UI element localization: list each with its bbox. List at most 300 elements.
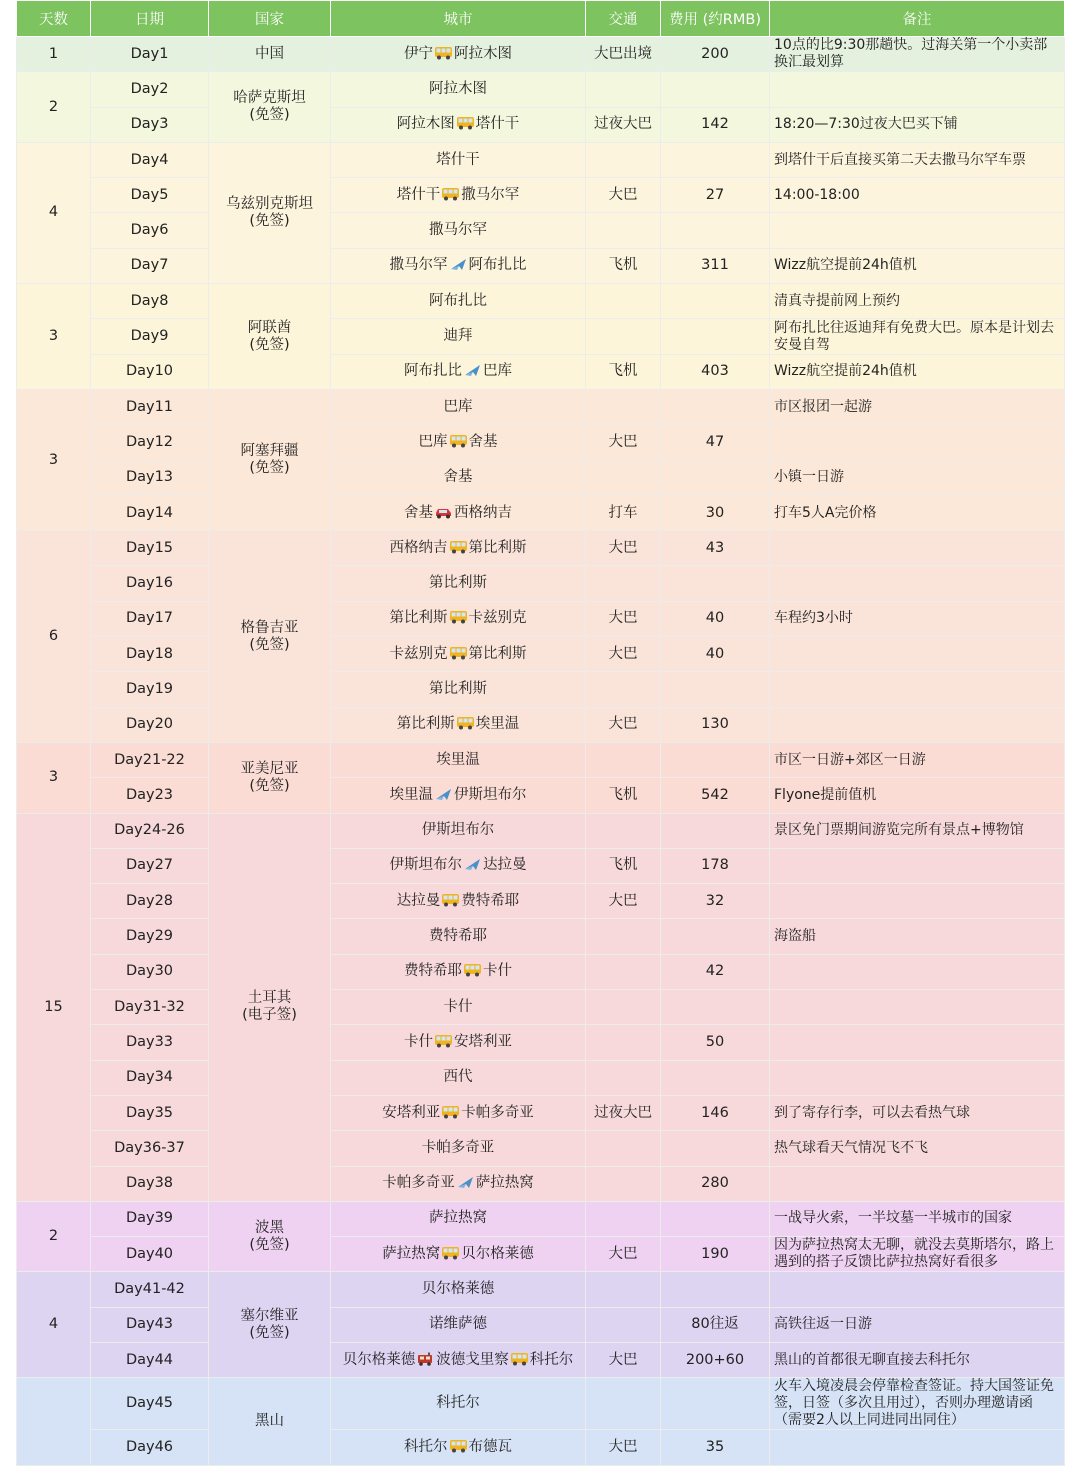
- days-cell[interactable]: 1: [17, 37, 91, 72]
- date-cell[interactable]: Day6: [91, 213, 209, 248]
- table-row: [17, 319, 1065, 354]
- city-name: 塔什干: [396, 186, 441, 203]
- transport-cell[interactable]: [586, 742, 661, 777]
- transport-cell[interactable]: 大巴: [586, 601, 661, 636]
- plane-icon: [455, 1175, 476, 1191]
- city-cell[interactable]: [331, 566, 586, 601]
- country-cell[interactable]: [209, 531, 331, 743]
- transport-cell[interactable]: [586, 72, 661, 107]
- city-cell[interactable]: [331, 1201, 586, 1236]
- transport-cell[interactable]: [586, 919, 661, 954]
- days-cell[interactable]: [17, 1378, 91, 1465]
- city-cell[interactable]: [331, 389, 586, 424]
- country-cell[interactable]: [209, 1378, 331, 1465]
- city-name: 阿拉木图: [429, 80, 487, 97]
- note-cell[interactable]: Wizz航空提前24h值机: [770, 354, 1065, 389]
- note-cell[interactable]: 因为萨拉热窝太无聊，就没去莫斯塔尔，路上遇到的搭子反馈比萨拉热窝好看很多: [770, 1237, 1065, 1272]
- date-cell[interactable]: Day8: [91, 284, 209, 319]
- transport-cell[interactable]: [586, 142, 661, 177]
- city-name: 安塔利亚: [454, 1033, 512, 1050]
- note-cell[interactable]: [770, 848, 1065, 883]
- cost-cell[interactable]: 27: [661, 178, 770, 213]
- bus-icon: [448, 646, 469, 662]
- table-row: [17, 1025, 1065, 1060]
- bus-icon: [448, 610, 469, 626]
- city-name: 塔什干: [436, 151, 480, 168]
- header-country[interactable]: 国家: [209, 1, 331, 37]
- header-city[interactable]: 城市: [331, 1, 586, 37]
- note-cell[interactable]: [770, 425, 1065, 460]
- city-cell[interactable]: [331, 178, 586, 213]
- bus-icon: [456, 716, 475, 730]
- days-cell[interactable]: 2: [17, 1201, 91, 1272]
- cost-cell[interactable]: [661, 1131, 770, 1166]
- date-cell[interactable]: Day2: [91, 72, 209, 107]
- date-cell[interactable]: Day31-32: [91, 990, 209, 1025]
- days-cell[interactable]: 3: [17, 742, 91, 813]
- table-row: [17, 389, 1065, 424]
- transport-cell[interactable]: [586, 319, 661, 354]
- city-name: 西代: [443, 1069, 473, 1086]
- transport-cell[interactable]: [586, 1307, 661, 1342]
- header-days[interactable]: 天数: [17, 1, 91, 37]
- city-name: 阿布扎比: [404, 363, 462, 380]
- city-cell[interactable]: [331, 1060, 586, 1095]
- city-cell[interactable]: [331, 1025, 586, 1060]
- transport-cell[interactable]: [586, 672, 661, 707]
- note-cell[interactable]: [770, 566, 1065, 601]
- note-cell[interactable]: 到塔什干后直接买第二天去撒马尔罕车票: [770, 142, 1065, 177]
- days-cell[interactable]: 3: [17, 284, 91, 390]
- cost-cell[interactable]: 142: [661, 107, 770, 142]
- transport-cell[interactable]: [586, 990, 661, 1025]
- country-cell[interactable]: [209, 742, 331, 813]
- date-cell[interactable]: Day5: [91, 178, 209, 213]
- transport-cell[interactable]: 过夜大巴: [586, 107, 661, 142]
- date-cell[interactable]: Day46: [91, 1430, 209, 1465]
- bus-icon: [509, 1352, 530, 1368]
- note-cell[interactable]: 10点的比9:30那趟快。过海关第一个小卖部换汇最划算: [770, 37, 1065, 72]
- note-cell[interactable]: [770, 990, 1065, 1025]
- city-cell[interactable]: [331, 884, 586, 919]
- car-icon: [434, 505, 453, 519]
- transport-cell[interactable]: [586, 389, 661, 424]
- date-cell[interactable]: Day35: [91, 1095, 209, 1130]
- bus-icon: [434, 46, 453, 60]
- city-cell[interactable]: [331, 425, 586, 460]
- cost-cell[interactable]: 35: [661, 1430, 770, 1465]
- city-cell[interactable]: [331, 707, 586, 742]
- city-name: 科托尔: [529, 1351, 574, 1368]
- city-cell[interactable]: [331, 1307, 586, 1342]
- cost-cell[interactable]: [661, 813, 770, 848]
- date-cell[interactable]: Day45: [91, 1378, 209, 1430]
- city-cell[interactable]: [331, 954, 586, 989]
- transport-cell[interactable]: 大巴: [586, 707, 661, 742]
- date-cell[interactable]: Day40: [91, 1237, 209, 1272]
- city-cell[interactable]: [331, 354, 586, 389]
- city-cell[interactable]: [331, 495, 586, 530]
- note-cell[interactable]: 打车5人A完价格: [770, 495, 1065, 530]
- city-cell[interactable]: [331, 284, 586, 319]
- city-cell[interactable]: [331, 1131, 586, 1166]
- date-cell[interactable]: Day38: [91, 1166, 209, 1201]
- plane-icon: [462, 363, 483, 379]
- date-cell[interactable]: Day36-37: [91, 1131, 209, 1166]
- note-cell[interactable]: 市区报团一起游: [770, 389, 1065, 424]
- city-name: 伊斯坦布尔: [389, 857, 462, 874]
- cost-cell[interactable]: 178: [661, 848, 770, 883]
- country-name: 波黑: [255, 1219, 284, 1236]
- visa-note: (免签): [249, 460, 290, 477]
- city-cell[interactable]: [331, 601, 586, 636]
- date-cell[interactable]: Day41-42: [91, 1272, 209, 1307]
- date-cell[interactable]: Day34: [91, 1060, 209, 1095]
- city-cell[interactable]: [331, 1272, 586, 1307]
- city-name: 达拉曼: [483, 857, 527, 874]
- city-cell[interactable]: [331, 72, 586, 107]
- transport-cell[interactable]: [586, 566, 661, 601]
- table-row: [17, 354, 1065, 389]
- date-cell[interactable]: Day3: [91, 107, 209, 142]
- note-cell[interactable]: [770, 1025, 1065, 1060]
- days-cell[interactable]: 4: [17, 142, 91, 283]
- cost-cell[interactable]: 403: [661, 354, 770, 389]
- city-cell[interactable]: [331, 213, 586, 248]
- note-cell[interactable]: [770, 1430, 1065, 1465]
- header-note[interactable]: 备注: [770, 1, 1065, 37]
- cost-cell[interactable]: [661, 460, 770, 495]
- cost-cell[interactable]: [661, 742, 770, 777]
- visa-note: (免签): [249, 636, 290, 653]
- date-cell[interactable]: Day16: [91, 566, 209, 601]
- cost-cell[interactable]: 311: [661, 248, 770, 283]
- header-row: [17, 1, 1065, 37]
- city-name: 撒马尔罕: [389, 257, 448, 274]
- cost-cell[interactable]: [661, 990, 770, 1025]
- date-cell[interactable]: Day23: [91, 778, 209, 813]
- date-cell[interactable]: Day27: [91, 848, 209, 883]
- itinerary-sheet: [16, 0, 1064, 1455]
- country-cell[interactable]: [209, 37, 331, 72]
- country-cell[interactable]: [209, 813, 331, 1201]
- transport-cell[interactable]: 飞机: [586, 778, 661, 813]
- date-cell[interactable]: Day39: [91, 1201, 209, 1236]
- cost-cell[interactable]: [661, 142, 770, 177]
- date-cell[interactable]: Day33: [91, 1025, 209, 1060]
- bus-icon: [441, 1105, 460, 1119]
- cost-cell[interactable]: 146: [661, 1095, 770, 1130]
- airplane-icon: [449, 257, 468, 271]
- note-cell[interactable]: [770, 1166, 1065, 1201]
- cost-cell[interactable]: [661, 1060, 770, 1095]
- cost-cell[interactable]: 30: [661, 495, 770, 530]
- cost-cell[interactable]: 47: [661, 425, 770, 460]
- date-cell[interactable]: Day28: [91, 884, 209, 919]
- note-cell[interactable]: [770, 1060, 1065, 1095]
- note-cell[interactable]: [770, 72, 1065, 107]
- city-cell[interactable]: [331, 460, 586, 495]
- date-cell[interactable]: Day10: [91, 354, 209, 389]
- date-cell[interactable]: Day12: [91, 425, 209, 460]
- transport-cell[interactable]: [586, 213, 661, 248]
- car-icon: [433, 505, 454, 521]
- cost-cell[interactable]: [661, 566, 770, 601]
- note-cell[interactable]: 黑山的首都很无聊直接去科托尔: [770, 1342, 1065, 1377]
- transport-cell[interactable]: [586, 813, 661, 848]
- bus-icon: [448, 1439, 469, 1455]
- date-cell[interactable]: Day14: [91, 495, 209, 530]
- table-row: [17, 1237, 1065, 1272]
- table-row: [17, 884, 1065, 919]
- table-row: [17, 813, 1065, 848]
- cost-cell[interactable]: 80往返: [661, 1307, 770, 1342]
- transport-cell[interactable]: 飞机: [586, 248, 661, 283]
- itinerary-table: [16, 0, 1065, 1466]
- city-name: 伊斯坦布尔: [454, 786, 527, 803]
- city-name: 阿布扎比: [468, 257, 527, 274]
- note-cell[interactable]: 景区免门票期间游览完所有景点+博物馆: [770, 813, 1065, 848]
- cost-cell[interactable]: 40: [661, 637, 770, 672]
- note-cell[interactable]: 市区一日游+郊区一日游: [770, 742, 1065, 777]
- note-cell[interactable]: [770, 531, 1065, 566]
- transport-cell[interactable]: [586, 1272, 661, 1307]
- note-cell[interactable]: 阿布扎比往返迪拜有免费大巴。原本是计划去安曼自驾: [770, 319, 1065, 354]
- table-row: [17, 637, 1065, 672]
- city-name: 第比利斯: [389, 610, 448, 627]
- cost-cell[interactable]: [661, 319, 770, 354]
- transport-cell[interactable]: 大巴: [586, 1237, 661, 1272]
- bus-icon: [510, 1352, 529, 1366]
- note-cell[interactable]: 小镇一日游: [770, 460, 1065, 495]
- date-cell[interactable]: Day1: [91, 37, 209, 72]
- country-name: 亚美尼亚: [240, 760, 299, 777]
- bus-icon: [440, 893, 461, 909]
- transport-cell[interactable]: 打车: [586, 495, 661, 530]
- header-cost[interactable]: 费用 (约RMB): [661, 1, 770, 37]
- visa-note: (电子签): [242, 1007, 297, 1024]
- header-transport[interactable]: 交通: [586, 1, 661, 37]
- cost-cell[interactable]: [661, 72, 770, 107]
- transport-cell[interactable]: 大巴: [586, 884, 661, 919]
- cost-cell[interactable]: 50: [661, 1025, 770, 1060]
- cost-cell[interactable]: 32: [661, 884, 770, 919]
- date-cell[interactable]: Day11: [91, 389, 209, 424]
- transport-cell[interactable]: [586, 1025, 661, 1060]
- transport-cell[interactable]: 大巴: [586, 178, 661, 213]
- city-cell[interactable]: [331, 142, 586, 177]
- date-cell[interactable]: Day9: [91, 319, 209, 354]
- note-cell[interactable]: 到了寄存行李，可以去看热气球: [770, 1095, 1065, 1130]
- date-cell[interactable]: Day19: [91, 672, 209, 707]
- date-cell[interactable]: Day29: [91, 919, 209, 954]
- cost-cell[interactable]: [661, 1378, 770, 1430]
- city-name: 卡兹别克: [468, 610, 527, 627]
- transport-cell[interactable]: [586, 1201, 661, 1236]
- transport-cell[interactable]: [586, 1131, 661, 1166]
- note-cell[interactable]: 清真寺提前网上预约: [770, 284, 1065, 319]
- note-cell[interactable]: 火车入境凌晨会停靠检查签证。持大国签证免签，日签（多次且用过），否则办理邀请函（需要2人以上同进同出同住）: [770, 1378, 1065, 1430]
- table-row: [17, 954, 1065, 989]
- cost-cell[interactable]: 130: [661, 707, 770, 742]
- cost-cell[interactable]: [661, 1201, 770, 1236]
- city-cell[interactable]: [331, 1237, 586, 1272]
- country-cell[interactable]: [209, 72, 331, 143]
- days-cell[interactable]: 15: [17, 813, 91, 1201]
- date-cell[interactable]: Day4: [91, 142, 209, 177]
- city-name: 塔什干: [475, 116, 520, 133]
- note-cell[interactable]: [770, 672, 1065, 707]
- city-cell[interactable]: [331, 37, 586, 72]
- cost-cell[interactable]: 40: [661, 601, 770, 636]
- cost-cell[interactable]: 200: [661, 37, 770, 72]
- transport-cell[interactable]: [586, 284, 661, 319]
- bus-icon: [449, 540, 468, 554]
- transport-cell[interactable]: 大巴: [586, 425, 661, 460]
- city-name: 巴库: [443, 398, 473, 415]
- city-name: 舍基: [404, 504, 433, 521]
- bus-icon: [449, 646, 468, 660]
- note-cell[interactable]: 热气球看天气情况飞不飞: [770, 1131, 1065, 1166]
- cost-cell[interactable]: 542: [661, 778, 770, 813]
- transport-cell[interactable]: 飞机: [586, 354, 661, 389]
- date-cell[interactable]: Day17: [91, 601, 209, 636]
- country-cell[interactable]: [209, 1272, 331, 1378]
- days-cell[interactable]: 4: [17, 1272, 91, 1378]
- transport-cell[interactable]: [586, 1166, 661, 1201]
- cost-cell[interactable]: 190: [661, 1237, 770, 1272]
- visa-note: (免签): [249, 107, 290, 124]
- city-cell[interactable]: [331, 107, 586, 142]
- transport-cell[interactable]: 大巴出境: [586, 37, 661, 72]
- visa-note: (免签): [249, 777, 290, 794]
- date-cell[interactable]: Day21-22: [91, 742, 209, 777]
- city-cell[interactable]: [331, 848, 586, 883]
- note-cell[interactable]: 海盗船: [770, 919, 1065, 954]
- note-cell[interactable]: [770, 884, 1065, 919]
- note-cell[interactable]: 18:20—7:30过夜大巴买下铺: [770, 107, 1065, 142]
- city-cell[interactable]: [331, 672, 586, 707]
- date-cell[interactable]: Day30: [91, 954, 209, 989]
- bus-icon: [433, 46, 454, 62]
- days-cell[interactable]: 3: [17, 389, 91, 530]
- transport-cell[interactable]: [586, 1060, 661, 1095]
- note-cell[interactable]: 14:00-18:00: [770, 178, 1065, 213]
- date-cell[interactable]: Day18: [91, 637, 209, 672]
- table-row: [17, 1430, 1065, 1465]
- airplane-icon: [434, 787, 453, 801]
- transport-cell[interactable]: 飞机: [586, 848, 661, 883]
- city-name: 卡什: [404, 1033, 433, 1050]
- city-cell[interactable]: [331, 637, 586, 672]
- city-name: 西格纳吉: [454, 504, 512, 521]
- note-cell[interactable]: [770, 213, 1065, 248]
- note-cell[interactable]: 高铁往返一日游: [770, 1307, 1065, 1342]
- transport-cell[interactable]: 大巴: [586, 531, 661, 566]
- transport-cell[interactable]: 过夜大巴: [586, 1095, 661, 1130]
- note-cell[interactable]: 车程约3小时: [770, 601, 1065, 636]
- city-name: 舍基: [468, 433, 498, 450]
- cost-cell[interactable]: 280: [661, 1166, 770, 1201]
- cost-cell[interactable]: 200+60: [661, 1342, 770, 1377]
- bus-icon: [440, 1105, 461, 1121]
- city-name: 伊斯坦布尔: [421, 822, 495, 839]
- date-cell[interactable]: Day24-26: [91, 813, 209, 848]
- days-cell[interactable]: 6: [17, 531, 91, 743]
- transport-cell[interactable]: 大巴: [586, 637, 661, 672]
- country-name: 土耳其: [247, 990, 292, 1007]
- date-cell[interactable]: Day15: [91, 531, 209, 566]
- city-cell[interactable]: [331, 1430, 586, 1465]
- date-cell[interactable]: Day20: [91, 707, 209, 742]
- country-cell[interactable]: [209, 142, 331, 283]
- transport-cell[interactable]: [586, 954, 661, 989]
- country-cell[interactable]: [209, 1201, 331, 1272]
- note-cell[interactable]: [770, 1272, 1065, 1307]
- city-cell[interactable]: [331, 1342, 586, 1377]
- note-cell[interactable]: [770, 707, 1065, 742]
- cost-cell[interactable]: [661, 389, 770, 424]
- city-name: 第比利斯: [468, 645, 527, 662]
- date-cell[interactable]: Day44: [91, 1342, 209, 1377]
- city-name: 舍基: [443, 469, 473, 486]
- date-cell[interactable]: Day7: [91, 248, 209, 283]
- airplane-icon: [463, 857, 482, 871]
- note-cell[interactable]: [770, 954, 1065, 989]
- city-cell[interactable]: [331, 778, 586, 813]
- header-date[interactable]: 日期: [91, 1, 209, 37]
- city-cell[interactable]: [331, 319, 586, 354]
- cost-cell[interactable]: 42: [661, 954, 770, 989]
- date-cell[interactable]: Day13: [91, 460, 209, 495]
- country-name: 黑山: [255, 1412, 284, 1429]
- country-name: 中国: [255, 45, 284, 62]
- cost-cell[interactable]: 43: [661, 531, 770, 566]
- city-cell[interactable]: [331, 742, 586, 777]
- bus-icon: [455, 116, 476, 132]
- city-cell[interactable]: [331, 1166, 586, 1201]
- country-cell[interactable]: [209, 284, 331, 390]
- table-row: [17, 1378, 1065, 1430]
- city-cell[interactable]: [331, 531, 586, 566]
- bus-icon: [441, 187, 460, 201]
- cost-cell[interactable]: [661, 672, 770, 707]
- city-cell[interactable]: [331, 1095, 586, 1130]
- city-cell[interactable]: [331, 248, 586, 283]
- transport-cell[interactable]: 大巴: [586, 1342, 661, 1377]
- days-cell[interactable]: 2: [17, 72, 91, 143]
- date-cell[interactable]: Day43: [91, 1307, 209, 1342]
- note-cell[interactable]: Flyone提前值机: [770, 778, 1065, 813]
- cost-cell[interactable]: [661, 213, 770, 248]
- cost-cell[interactable]: [661, 919, 770, 954]
- note-cell[interactable]: 一战导火索，一半坟墓一半城市的国家: [770, 1201, 1065, 1236]
- country-cell[interactable]: [209, 389, 331, 530]
- city-name: 波德戈里察: [436, 1351, 509, 1368]
- bus-icon: [433, 1034, 454, 1050]
- note-cell[interactable]: [770, 637, 1065, 672]
- city-cell[interactable]: [331, 990, 586, 1025]
- city-cell[interactable]: [331, 813, 586, 848]
- transport-cell[interactable]: 大巴: [586, 1430, 661, 1465]
- transport-cell[interactable]: [586, 1378, 661, 1430]
- transport-cell[interactable]: [586, 460, 661, 495]
- cost-cell[interactable]: [661, 284, 770, 319]
- note-cell[interactable]: Wizz航空提前24h值机: [770, 248, 1065, 283]
- cost-cell[interactable]: [661, 1272, 770, 1307]
- city-cell[interactable]: [331, 1378, 586, 1430]
- city-cell[interactable]: [331, 919, 586, 954]
